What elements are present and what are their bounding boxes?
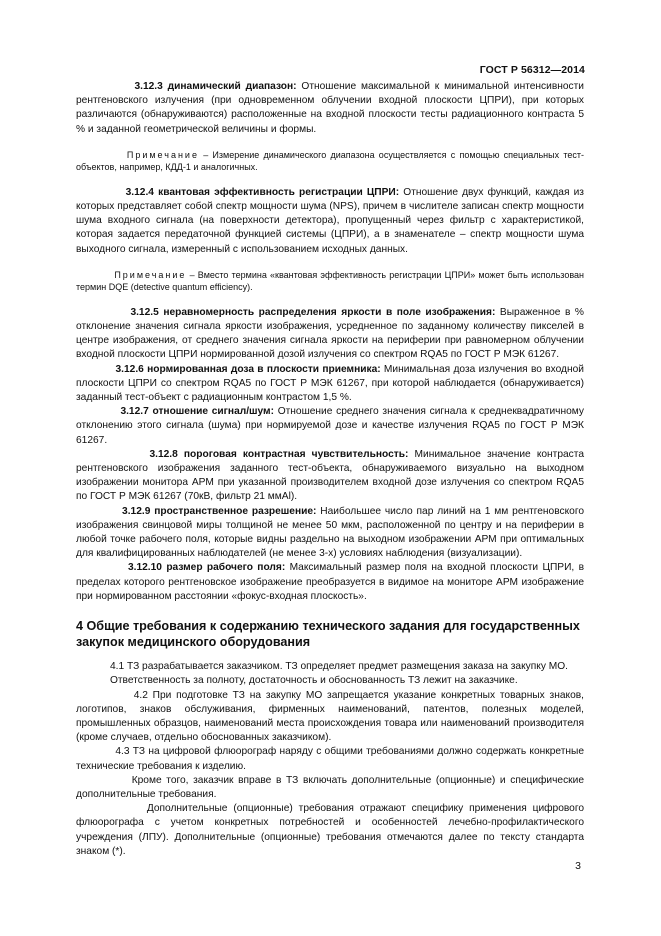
section-4-paragraph bbox=[76, 674, 584, 688]
paragraph-text: 4.3 ТЗ на цифровой флюорограф наряду с общими требованиями должно содержать конкретные технические требования к изделию. bbox=[76, 746, 585, 772]
definition-number: 3.12.10 bbox=[127, 562, 162, 574]
note-label: Примечание bbox=[126, 149, 199, 160]
paragraph-text: Дополнительные (опционные) требования отражают специфику применения цифрового флюорографа с учетом конкретных потребностей и особенностей лечебно-профилактического учреждения (ЛПУ). Дополнительные (опционные) требования отмечаются далее по тексту стандарта знаком (*). bbox=[76, 803, 585, 857]
definition-number: 3.12.5 bbox=[130, 306, 159, 318]
definition-term: пространственное разрешение: bbox=[154, 505, 317, 517]
section-4-paragraph bbox=[76, 802, 584, 859]
section-4-paragraph bbox=[76, 745, 584, 773]
definition-number: 3.12.7 bbox=[120, 406, 149, 418]
paragraph-text: Ответственность за полноту, достаточность и обоснованность ТЗ лежит на заказчике. bbox=[109, 675, 518, 687]
page-content bbox=[76, 80, 584, 859]
definition-number: 3.12.4 bbox=[125, 186, 154, 198]
definition-text: Наибольшее число пар линий на 1 мм рентгеновского изображения свинцовой миры толщиной не менее 50 мкм, расположенной по центру и на периферии в любой точке рабочего поля, которые видны раздельно на выходном изображении АРМ при оптимальных для квалифицированных наблюдателей (не менее 3-х) условиях наблюдения (визуализации). bbox=[76, 505, 585, 560]
definition-text: Максимальный размер поля на входной плоскости ЦПРИ, в пределах которого рентгеновское изображение преобразуется в видимое на мониторе АРМ изображение при нормированном расстоянии «фокус-входная плоскость». bbox=[76, 562, 585, 602]
section-4-heading: 4 Общие требования к содержанию технического задания для государственных закупок медицинского оборудования bbox=[76, 619, 580, 650]
definition-text: Минимальная доза излучения во входной плоскости ЦПРИ со спектром RQA5 по ГОСТ Р МЭК 61267, при которой наблюдается (обнаруживается) заданный тест-объект с радиационным контрастом 1,5 %. bbox=[76, 363, 584, 404]
definition-term: пороговая контрастная чувствительность: bbox=[183, 448, 409, 460]
definition-term: динамический диапазон: bbox=[167, 81, 297, 92]
definition-term: отношение сигнал/шум: bbox=[152, 406, 274, 418]
definition-term: размер рабочего поля: bbox=[166, 562, 286, 574]
section-4-paragraph bbox=[76, 689, 584, 746]
definition-text: Выраженное в % отклонение значения сигнала яркости изображения, усредненное по заданному количеству пикселей в центре изображения, от среднего значения сигнала яркости на периферии при равномерном облучении входной плоскости ЦПРИ нормированной дозой излучения со спектром RQA5 по ГОСТ Р МЭК 61267. bbox=[76, 306, 584, 361]
page-number: 3 bbox=[575, 860, 581, 872]
definition-text: Отношение максимальной к минимальной интенсивности рентгеновского излучения (при одновременном облучении входной плоскости ЦПРИ), при которых различаются (обнаруживаются) расположенные на входной плоскости тесты радиационного контраста 5 % и заданной геометрической величины и формы. bbox=[76, 81, 584, 135]
paragraph-text: 4.1 ТЗ разрабатывается заказчиком. ТЗ определяет предмет размещения заказа на закупку МО. bbox=[109, 661, 568, 673]
paragraph-text: 4.2 При подготовке ТЗ на закупку МО запрещается указание конкретных товарных знаков, логотипов, знаков обслуживания, фирменных наименований, патентов, полезных моделей, промышленных образцов, наименований места происхождения товара или наименований производителя (кроме случаев, отдельно обоснованных заказчиком). bbox=[76, 689, 585, 744]
definition-3-12-3 bbox=[76, 80, 584, 137]
definition-term: неравномерность распределения яркости в поле изображения: bbox=[163, 306, 496, 318]
note-1 bbox=[76, 149, 584, 174]
paragraph-text: Кроме того, заказчик вправе в ТЗ включать дополнительные (опционные) и специфические дополнительные требования. bbox=[76, 774, 584, 800]
definition-3-12-10 bbox=[76, 561, 584, 604]
definition-term: нормированная доза в плоскости приемника: bbox=[147, 363, 381, 375]
definition-3-12-4 bbox=[76, 186, 584, 257]
definition-text: Минимальное значение контраста рентгеновского изображения заданного тест-объекта, обнаруживаемого визуально на выходном изображении монитора АРМ при указанной производителем входной дозе излучения со спектром RQA5 по ГОСТ Р МЭК 61267 (70кВ, фильтр 21 ммAl). bbox=[76, 448, 584, 503]
definition-term: квантовая эффективность регистрации ЦПРИ: bbox=[158, 186, 400, 198]
section-4-paragraph bbox=[76, 774, 584, 802]
definition-number: 3.12.9 bbox=[122, 505, 151, 517]
definition-3-12-5 bbox=[76, 306, 584, 363]
note-2 bbox=[76, 269, 584, 294]
definition-number: 3.12.8 bbox=[149, 448, 178, 460]
note-text: – Вместо термина «квантовая эффективность регистрации ЦПРИ» может быть использован термин DQE (detective quantum efficiency). bbox=[76, 269, 584, 293]
definition-number: 3.12.6 bbox=[115, 363, 144, 375]
definition-text: Отношение двух функций, каждая из которых представляет собой спектр мощности шума (NPS), причем в числителе записан спектр мощности шума входного сигнала (на поверхности детектора), пропущенный через фильтр с характеристикой, которая задается передаточной функцией системы (ЦПРИ), а в знаменателе – спектр мощности шума выходного сигнала, измеренный с использованием исходных данных. bbox=[76, 186, 584, 255]
document-id: ГОСТ Р 56312—2014 bbox=[479, 64, 585, 76]
note-text: – Измерение динамического диапазона осуществляется с помощью специальных тест-объектов, например, КДД-1 и аналогичных. bbox=[76, 149, 585, 173]
note-label: Примечание bbox=[114, 269, 187, 280]
definition-3-12-6 bbox=[76, 363, 584, 406]
section-4-paragraph bbox=[76, 660, 584, 674]
definition-number: 3.12.3 bbox=[134, 81, 163, 92]
definition-text: Отношение среднего значения сигнала к среднеквадратичному отклонению этого сигнала (шума) при нормируемой дозе и качестве излучения RQA5 по ГОСТ Р МЭК 61267. bbox=[76, 406, 584, 446]
definition-3-12-7 bbox=[76, 405, 584, 448]
definition-3-12-8 bbox=[76, 448, 584, 505]
definition-3-12-9 bbox=[76, 505, 584, 562]
